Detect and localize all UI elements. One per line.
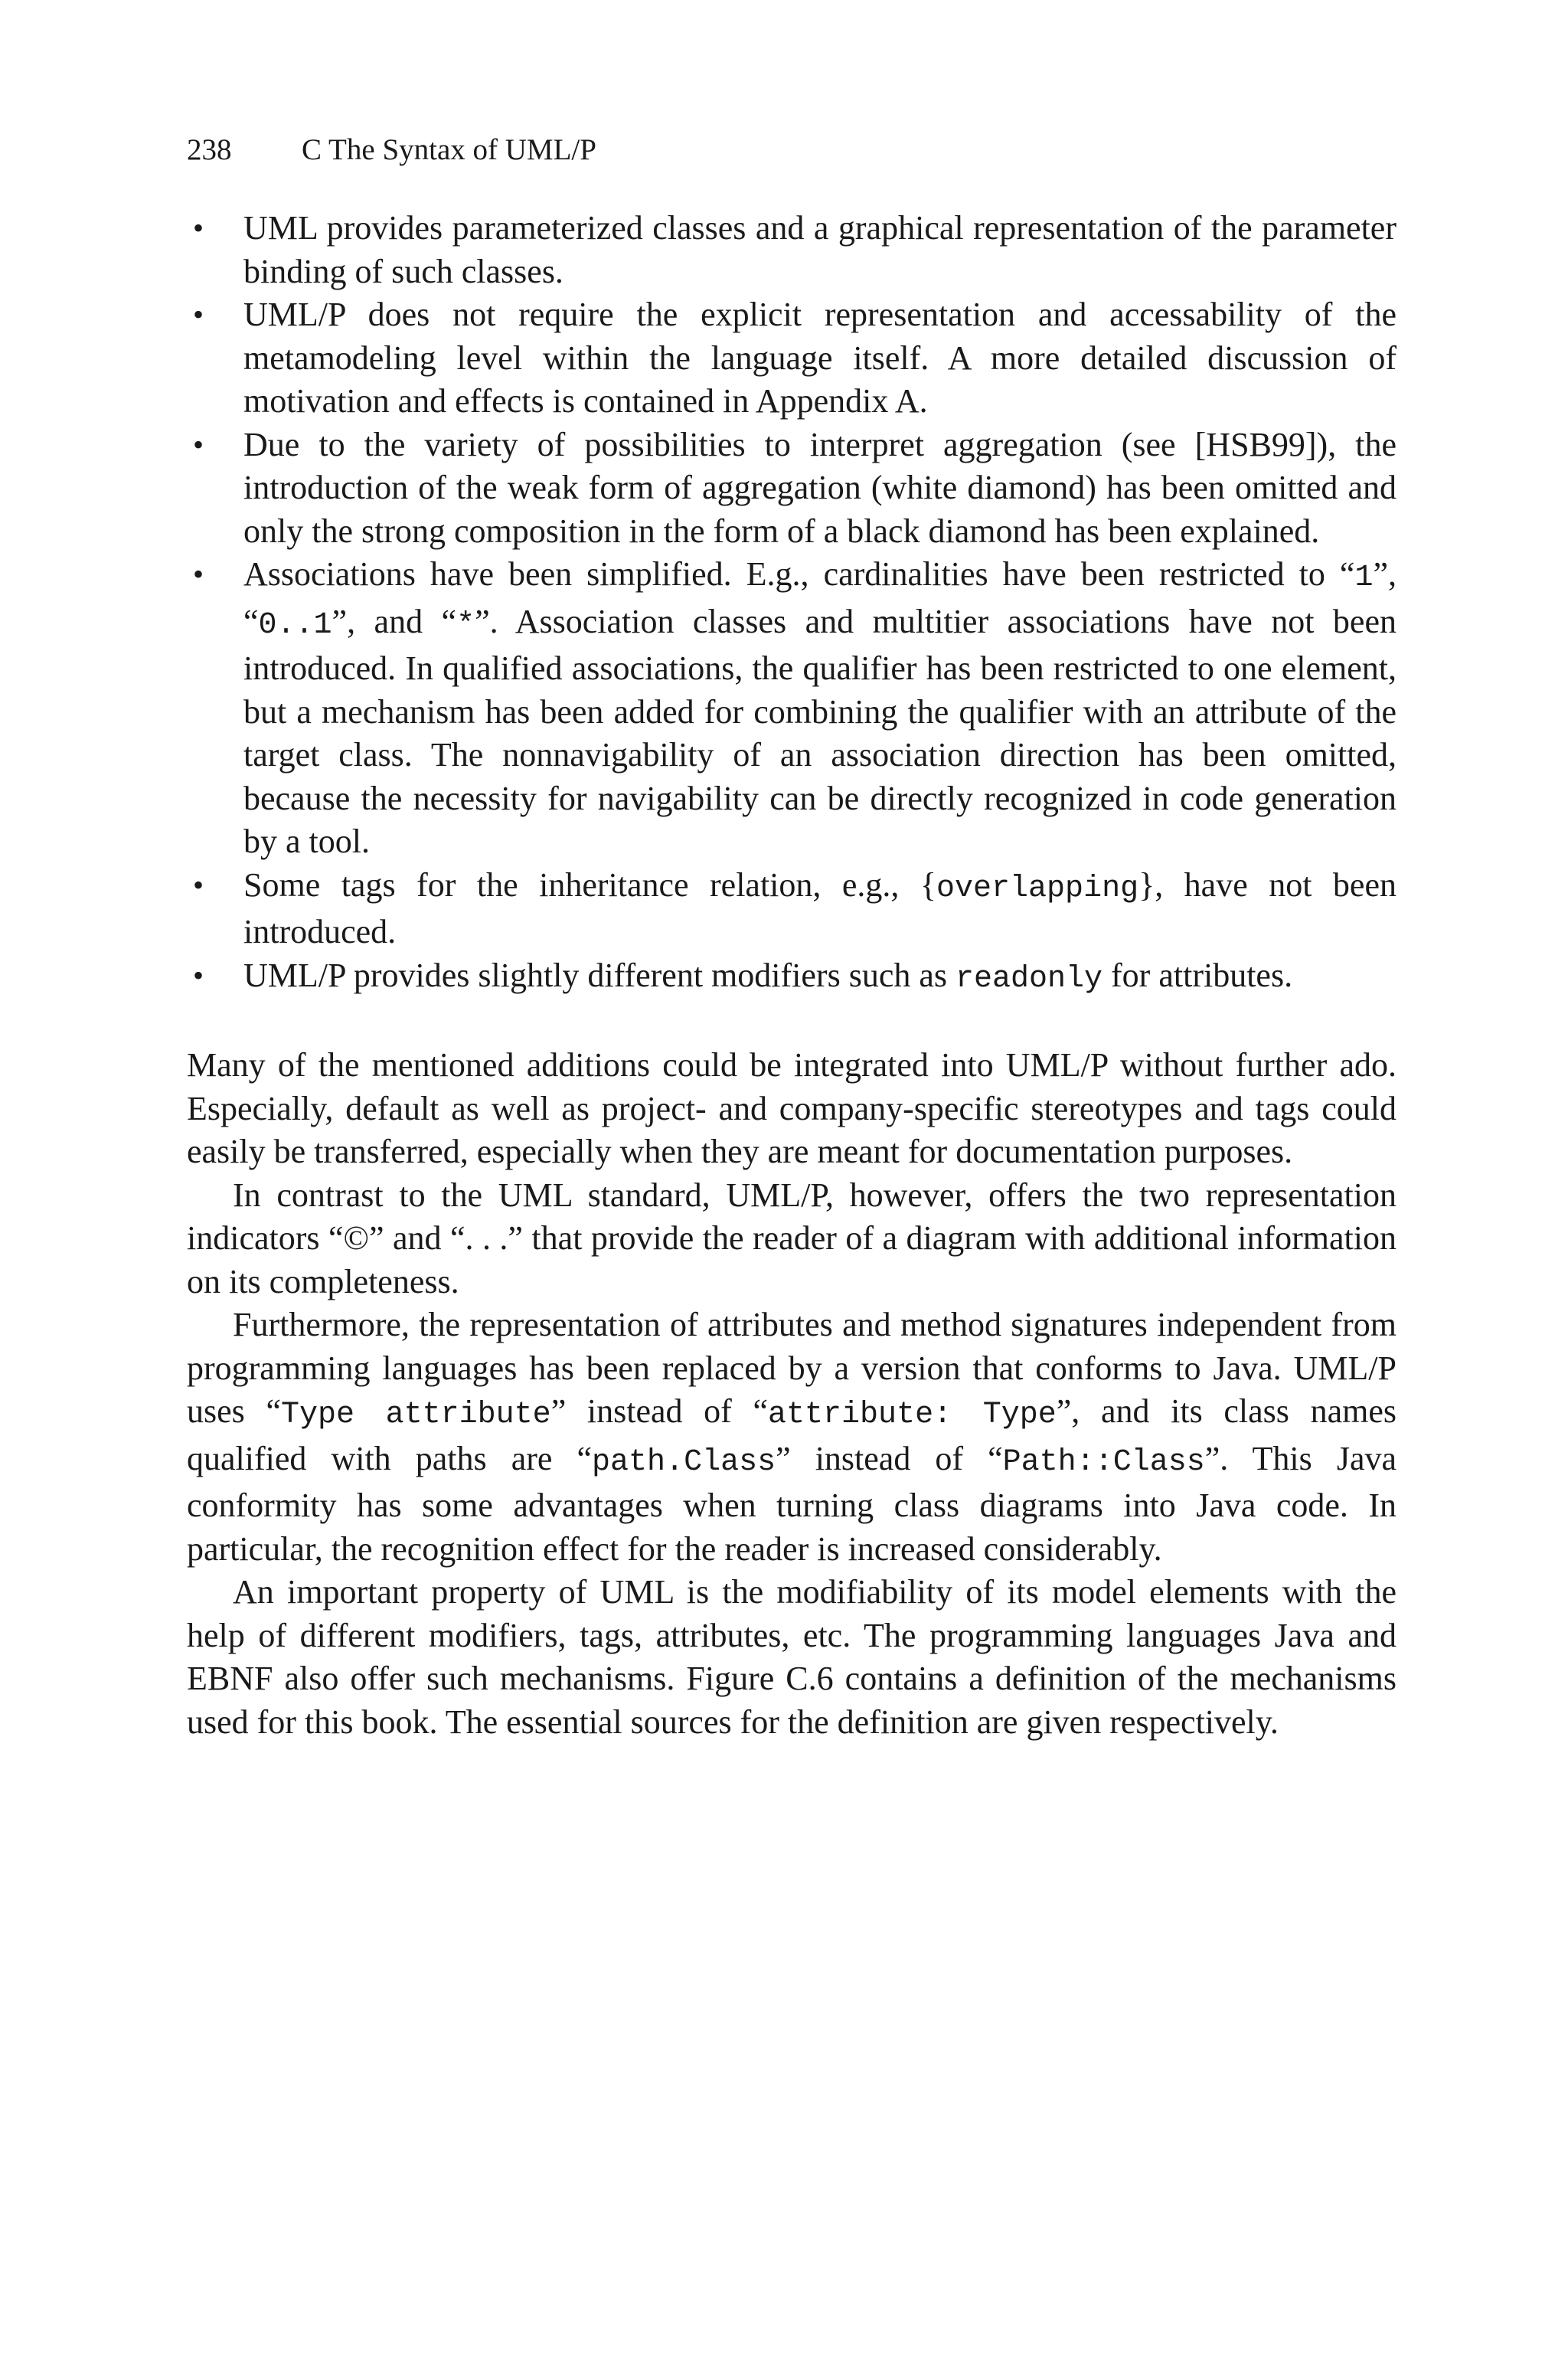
list-item-text: ”, and “ bbox=[332, 602, 457, 640]
paragraph bbox=[187, 1303, 1396, 1571]
list-item-text: for attributes. bbox=[1102, 956, 1293, 994]
bullet-icon: • bbox=[193, 557, 204, 591]
bullet-icon: • bbox=[193, 867, 204, 902]
body-text bbox=[187, 207, 1396, 1744]
page-number: 238 bbox=[187, 133, 232, 166]
code-literal: attribute: Type bbox=[768, 1398, 1057, 1432]
bullet-icon: • bbox=[193, 957, 204, 993]
running-title: C The Syntax of UML/P bbox=[302, 133, 596, 166]
code-literal: path.Class bbox=[592, 1444, 776, 1480]
code-literal: Type attribute bbox=[280, 1398, 551, 1432]
code-literal: Path::Class bbox=[1002, 1444, 1205, 1480]
code-literal: overlapping bbox=[936, 871, 1139, 906]
list-item-text: Associations have been simplified. E.g., cardinalities have been restricted to “ bbox=[243, 555, 1355, 593]
paragraph-text: ” instead of “ bbox=[550, 1392, 769, 1430]
list-item bbox=[187, 424, 1396, 554]
list-item bbox=[187, 954, 1396, 1002]
paragraph: Many of the mentioned additions could be integrated into UML/P without further ado. Especially, default as well as project- and company-specific stereotypes and tags could easily be transferred, especially when they are meant for documentation purposes. bbox=[187, 1046, 1396, 1170]
list-item-text: ”. Association classes and multitier associations have not been introduced. In qualified associations, the qualifier has been restricted to one element, but a mechanism has been added for combining the qualifier with an attribute of the target class. The nonnavigability of an association direction has been omitted, because the necessity for navigability can be directly recognized in code generation by a tool. bbox=[243, 602, 1396, 860]
list-item-text: UML provides parameterized classes and a graphical representation of the parameter binding of such classes. bbox=[243, 209, 1396, 290]
code-literal: readonly bbox=[956, 961, 1103, 996]
paragraph-text: ” instead of “ bbox=[776, 1439, 1003, 1477]
list-item-text: }, have not been introduced. bbox=[243, 865, 1396, 950]
bullet-icon: • bbox=[193, 211, 204, 245]
paragraph: In contrast to the UML standard, UML/P, however, offers the two representation indicators “©” and “. . .” that provide the reader of a diagram with additional information on its completeness. bbox=[187, 1176, 1396, 1300]
paragraph-text: ”, and its class names qualified with paths are “ bbox=[187, 1392, 1396, 1477]
code-literal: 0..1 bbox=[258, 607, 332, 643]
bullet-list bbox=[187, 207, 1396, 1001]
running-head bbox=[187, 129, 596, 172]
bullet-icon: • bbox=[193, 427, 204, 462]
bullet-icon: • bbox=[193, 297, 204, 332]
list-item-text: Some tags for the inheritance relation, e.g., { bbox=[243, 865, 937, 904]
code-literal: 1 bbox=[1354, 561, 1374, 595]
list-item-text: UML/P does not require the explicit representation and accessability of the metamodeling level within the language itself. A more detailed discussion of motivation and effects is contained in Appendix A. bbox=[243, 296, 1396, 420]
paragraph: An important property of UML is the modifiability of its model elements with the help of different modifiers, tags, attributes, etc. The programming languages Java and EBNF also offer such mechanisms. Figure C.6 contains a definition of the mechanisms used for this book. The essential sources for the definition are given respectively. bbox=[187, 1573, 1396, 1741]
list-item bbox=[187, 864, 1396, 954]
list-item bbox=[187, 553, 1396, 864]
list-item bbox=[187, 293, 1396, 424]
paragraph-text: ”. This Java conformity has some advantages when turning class diagrams into Java code. In particular, the recognition effect for the reader is increased considerably. bbox=[187, 1439, 1397, 1568]
list-item-text: ”, “ bbox=[243, 555, 1396, 640]
list-item bbox=[187, 207, 1396, 293]
list-item-text: Due to the variety of possibilities to interpret aggregation (see [HSB99]), the introduction of the weak form of aggregation (white diamond) has been omitted and only the strong composition in the form of a black diamond has been explained. bbox=[243, 425, 1396, 550]
code-literal: * bbox=[456, 607, 475, 643]
paragraph-text: Furthermore, the representation of attributes and method signatures independent from programming languages has been replaced by a version that conforms to Java. UML/P uses “ bbox=[187, 1306, 1396, 1430]
list-item-text: UML/P provides slightly different modifiers such as bbox=[243, 956, 956, 994]
